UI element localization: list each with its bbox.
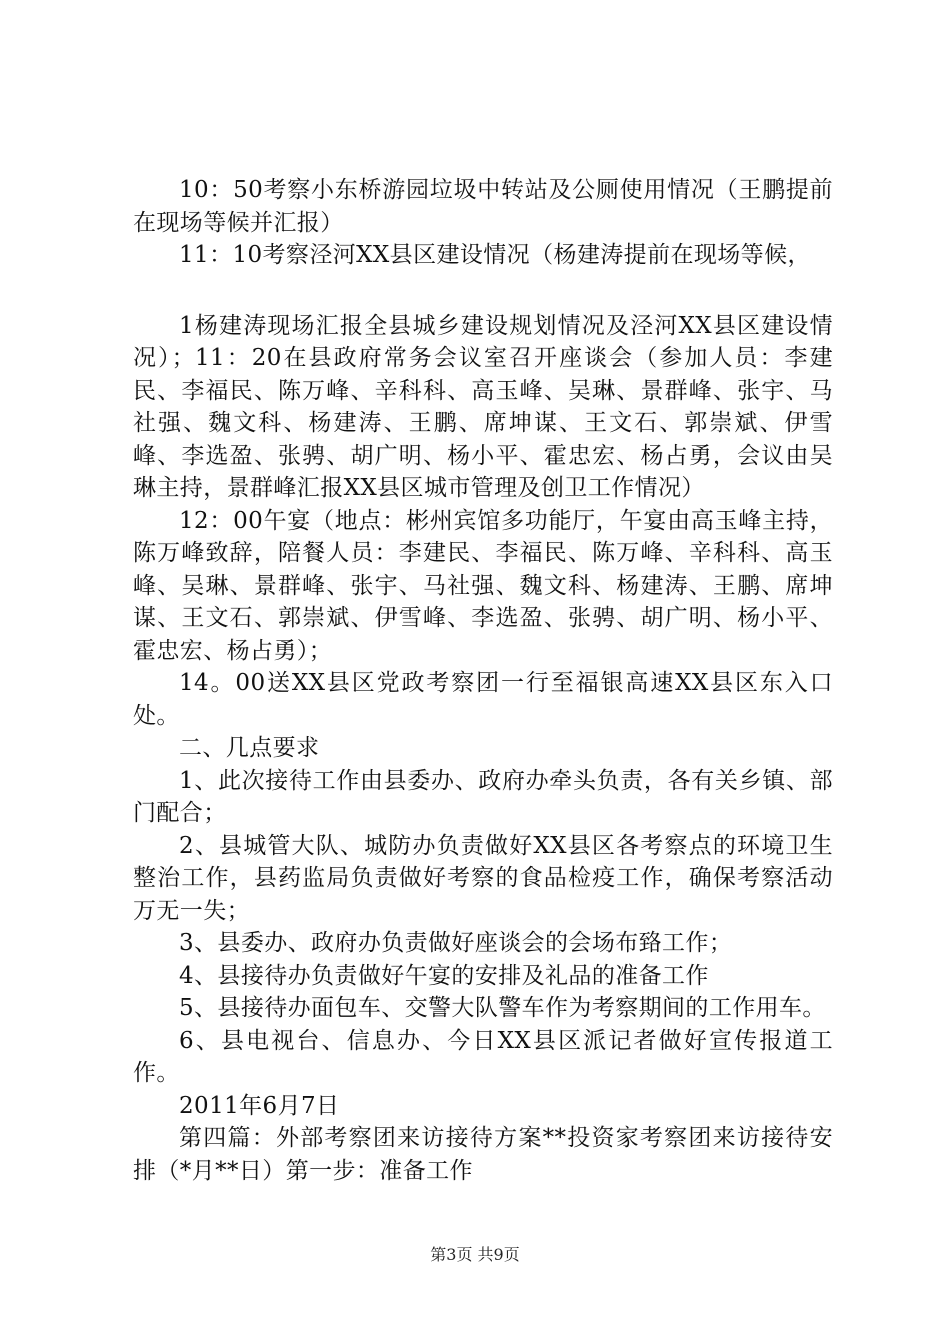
paragraph-5: 14。00送XX县区党政考察团一行至福银高速XX县区东入口处。 xyxy=(133,670,833,729)
page-number-footer: 第3页 共9页 xyxy=(430,1245,520,1264)
requirement-1: 1、此次接待工作由县委办、政府办牵头负责，各有关乡镇、部门配合； xyxy=(133,767,833,826)
requirement-2: 2、县城管大队、城防办负责做好XX县区各考察点的环境卫生整治工作，县药监局负责做好考察的食品检疫工作，确保考察活动万无一失； xyxy=(133,832,833,924)
requirement-4: 4、县接待办负责做好午宴的安排及礼品的准备工作 xyxy=(179,962,709,989)
document-body xyxy=(133,174,833,1187)
requirement-5: 5、县接待办面包车、交警大队警车作为考察期间的工作用车。 xyxy=(179,995,826,1021)
paragraph-gap xyxy=(133,272,833,310)
paragraph-1: 10：50考察小东桥游园垃圾中转站及公厕使用情况（王鹏提前在现场等候并汇报） xyxy=(133,177,833,236)
section-heading: 二、几点要求 xyxy=(179,735,320,761)
next-section-paragraph: 第四篇：外部考察团来访接待方案**投资家考察团来访接待安排（*月**日）第一步：准备工作 xyxy=(133,1125,833,1184)
document-date: 2011年6月7日 xyxy=(179,1092,340,1119)
paragraph-2: 11：10考察泾河XX县区建设情况（杨建涛提前在现场等候， xyxy=(179,242,811,268)
requirement-3: 3、县委办、政府办负责做好座谈会的会场布臵工作； xyxy=(179,930,733,956)
requirement-6: 6、县电视台、信息办、今日XX县区派记者做好宣传报道工作。 xyxy=(133,1027,833,1086)
paragraph-3: 1杨建涛现场汇报全县城乡建设规划情况及泾河XX县区建设情况）；11：20在县政府常务会议室召开座谈会（参加人员：李建民、李福民、陈万峰、辛科科、高玉峰、吴琳、景群峰、张宇、马社强、魏文科、杨建涛、王鹏、席坤谋、王文石、郭崇斌、伊雪峰、李选盈、张骋、胡广明、杨小平、霍忠宏、杨占勇，会议由吴琳主持，景群峰汇报XX县区城市管理及创卫工作情况） xyxy=(133,312,833,501)
paragraph-4: 12：00午宴（地点：彬州宾馆多功能厅，午宴由高玉峰主持，陈万峰致辞，陪餐人员：李建民、李福民、陈万峰、辛科科、高玉峰、吴琳、景群峰、张宇、马社强、魏文科、杨建涛、王鹏、席坤谋、王文石、郭崇斌、伊雪峰、李选盈、张骋、胡广明、杨小平、霍忠宏、杨占勇）； xyxy=(133,507,833,664)
